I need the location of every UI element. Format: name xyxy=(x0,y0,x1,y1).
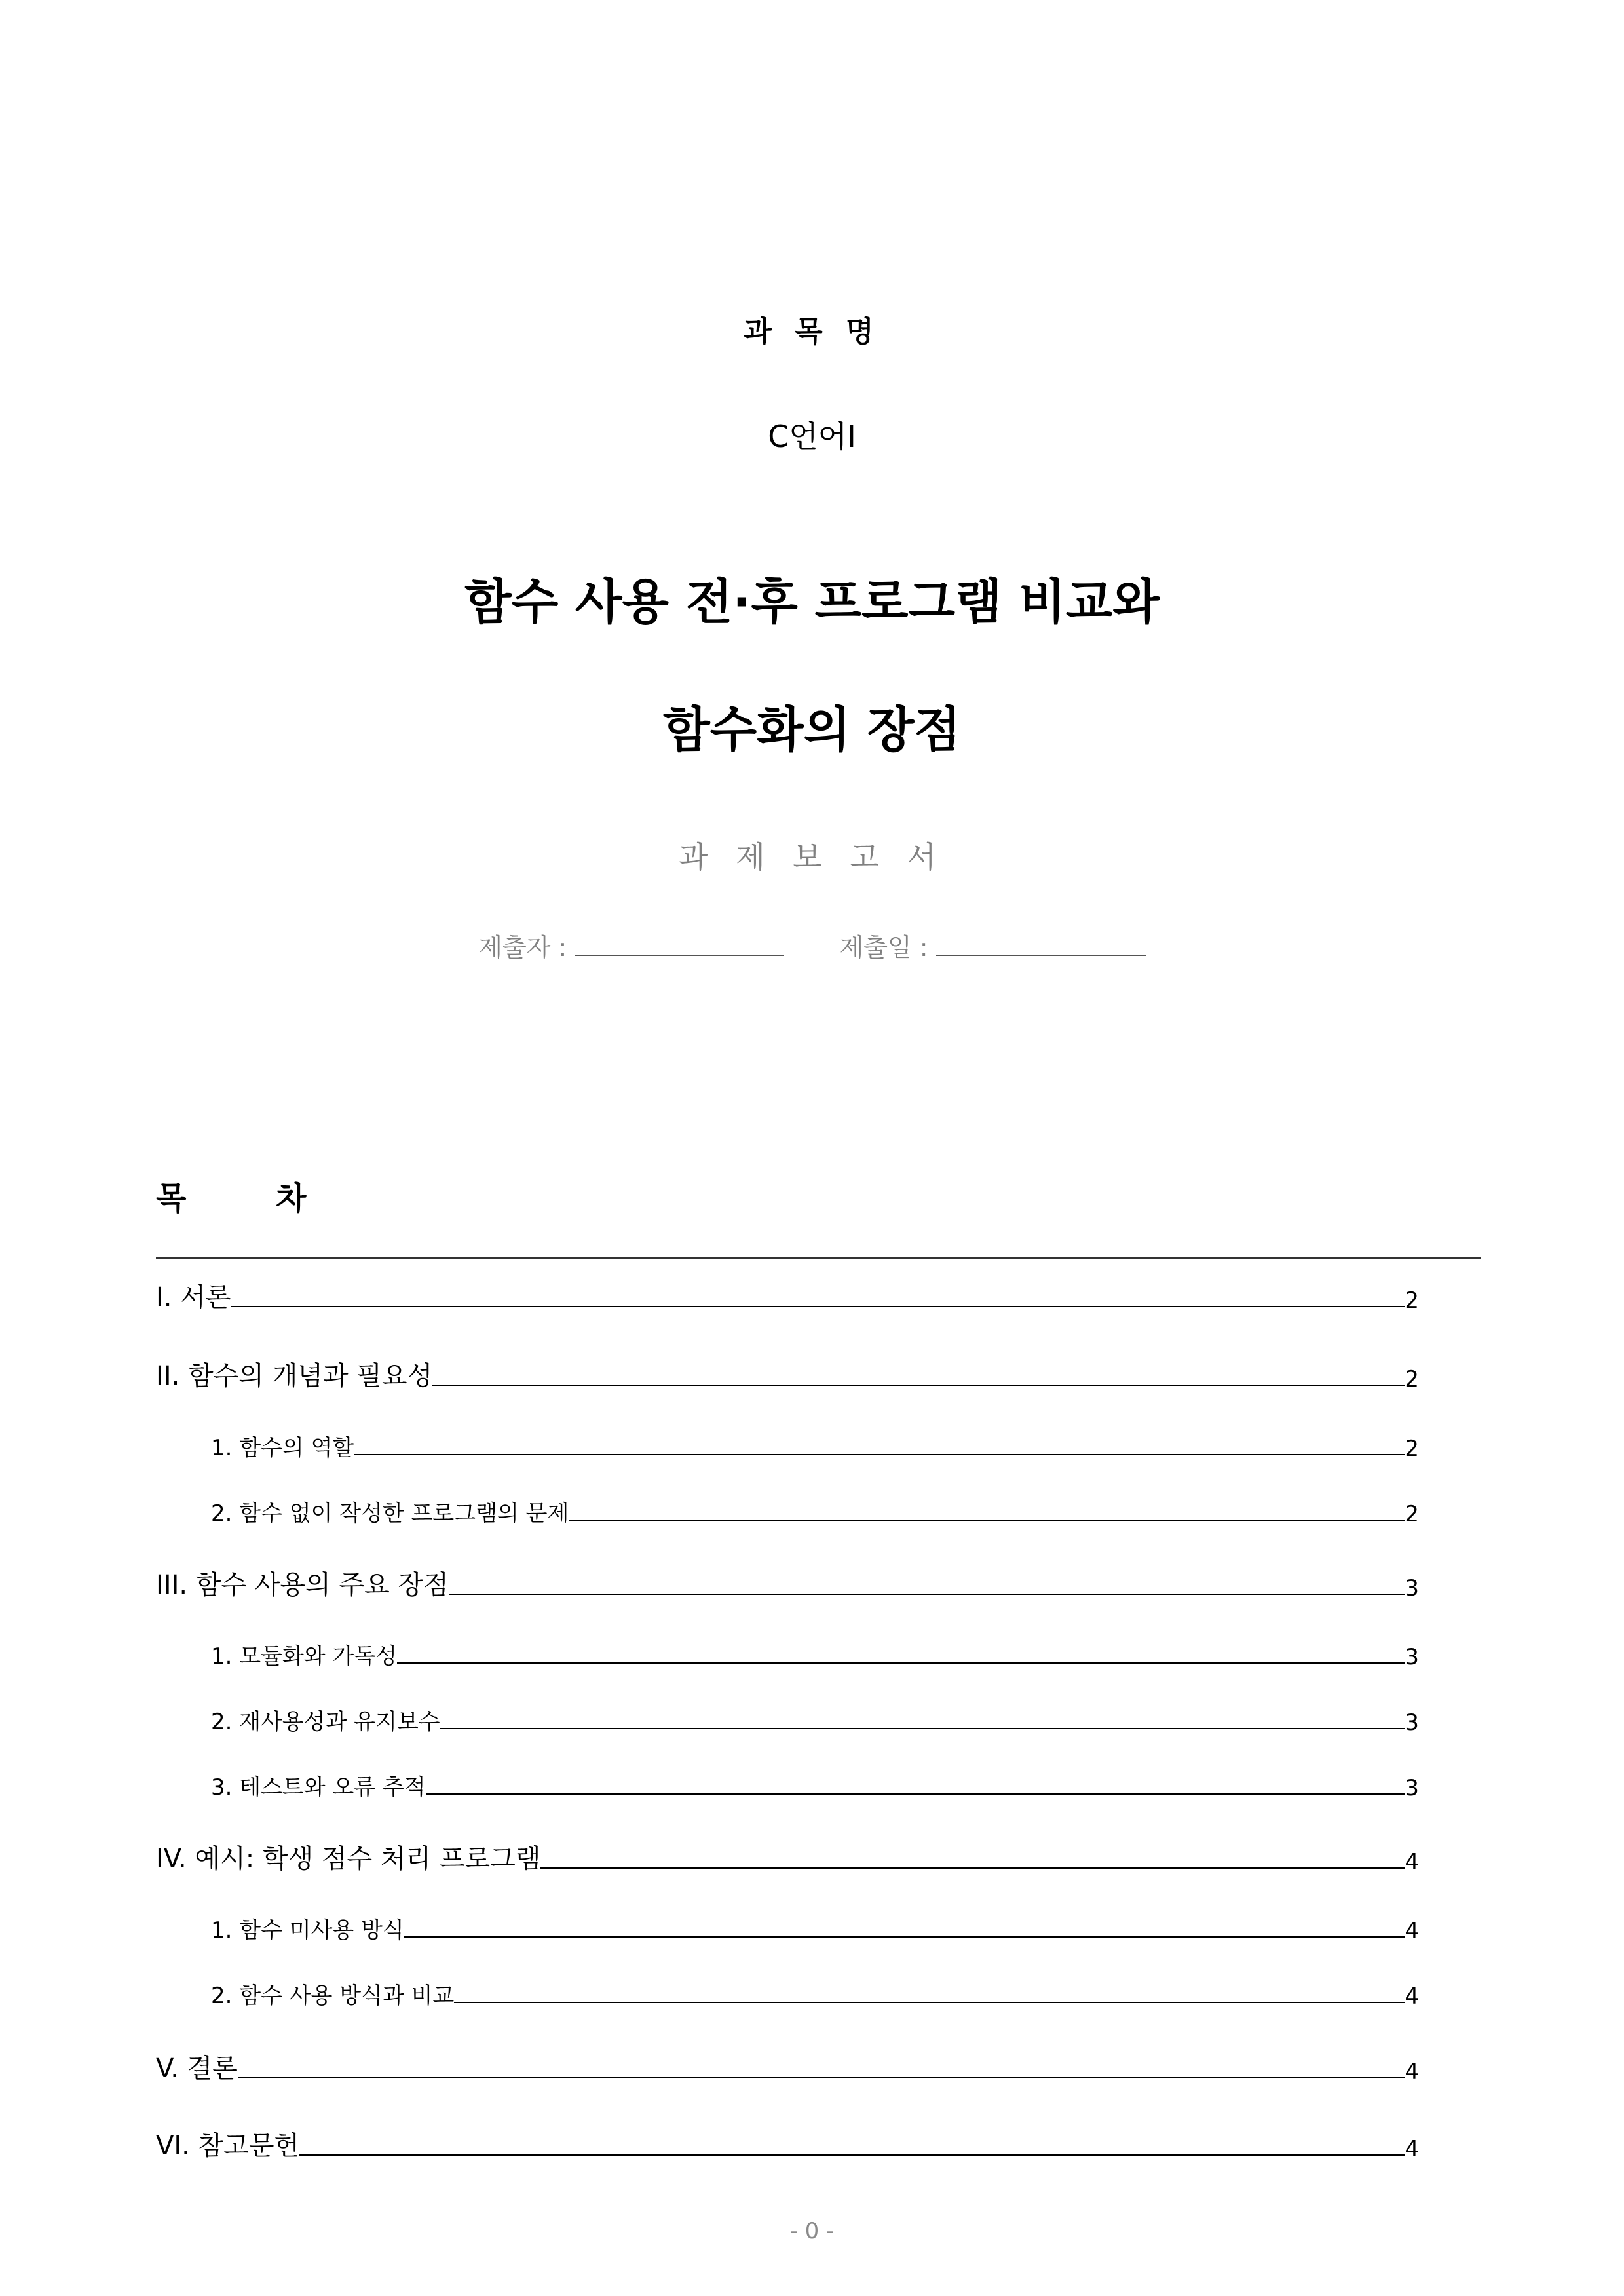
toc-leader-line xyxy=(440,1728,1405,1729)
submission-row xyxy=(0,927,1624,963)
toc-entry-label: VI. 참고문헌 xyxy=(156,2131,300,2161)
toc-leader-line xyxy=(404,1936,1405,1938)
toc-entry-page: 4 xyxy=(1405,2059,1419,2085)
toc-entry xyxy=(156,1276,1419,1314)
toc-leader-line xyxy=(354,1454,1405,1455)
toc-leader-line xyxy=(569,1520,1405,1521)
toc-leader-line xyxy=(299,2154,1405,2156)
toc-entry xyxy=(211,1430,1419,1462)
toc-entry-page: 4 xyxy=(1405,1918,1419,1944)
toc-entry-page: 3 xyxy=(1405,1775,1419,1801)
toc-entry xyxy=(156,1355,1419,1392)
report-type: 과 제 보 고 서 xyxy=(679,839,945,875)
submit-date-blank xyxy=(936,932,1146,956)
toc-heading: 목 차 xyxy=(156,1180,346,1217)
toc-entry-page: 3 xyxy=(1405,1575,1419,1601)
toc-entry-page: 4 xyxy=(1405,1849,1419,1875)
toc-leader-line xyxy=(397,1662,1405,1664)
toc-leader-line xyxy=(238,2077,1405,2078)
toc-leader-line xyxy=(432,1385,1405,1386)
toc-entry-page: 4 xyxy=(1405,2136,1419,2162)
toc-leader-line xyxy=(231,1306,1405,1307)
toc-entry-page: 3 xyxy=(1405,1710,1419,1736)
toc-leader-line xyxy=(449,1594,1405,1595)
toc-entry xyxy=(156,2048,1419,2085)
toc-leader-line xyxy=(426,1793,1405,1795)
course-label: 과 목 명 xyxy=(744,315,880,349)
toc-entry xyxy=(211,1704,1419,1736)
toc-entry-label: V. 결론 xyxy=(156,2054,238,2084)
toc-entry-label: 2. 함수 없이 작성한 프로그램의 문제 xyxy=(211,1501,569,1527)
submit-date-label: 제출일 : xyxy=(839,933,928,962)
toc-entry-label: 1. 함수의 역할 xyxy=(211,1435,354,1461)
toc-entry-label: 3. 테스트와 오류 추적 xyxy=(211,1774,426,1801)
toc-entry-label: 2. 함수 사용 방식과 비교 xyxy=(211,1983,455,2009)
toc-entry xyxy=(211,1912,1419,1944)
submitter-blank xyxy=(575,932,784,956)
toc-entry-label: III. 함수 사용의 주요 장점 xyxy=(156,1570,449,1600)
toc-entry-page: 4 xyxy=(1405,1983,1419,2010)
toc-entry xyxy=(211,1495,1419,1527)
submitter-label: 제출자 : xyxy=(478,933,567,962)
toc-entry-label: 2. 재사용성과 유지보수 xyxy=(211,1709,440,1735)
toc-entry-page: 2 xyxy=(1405,1288,1419,1314)
toc-leader-line xyxy=(454,2002,1405,2003)
toc-divider xyxy=(156,1257,1481,1259)
toc-entry xyxy=(156,1564,1419,1601)
toc-entry xyxy=(156,2125,1419,2162)
report-title-line-2: 함수화의 장점 xyxy=(663,702,961,758)
page-number: - 0 - xyxy=(789,2218,835,2244)
toc-entry-label: IV. 예시: 학생 점수 처리 프로그램 xyxy=(156,1844,541,1874)
toc-entry-page: 2 xyxy=(1405,1366,1419,1392)
toc-entry xyxy=(156,1838,1419,1875)
toc-entry xyxy=(211,1638,1419,1670)
toc-entry-page: 2 xyxy=(1405,1501,1419,1527)
toc-entry-label: 1. 모듈화와 가독성 xyxy=(211,1643,397,1670)
toc-entry xyxy=(211,1978,1419,2010)
toc-entry-page: 2 xyxy=(1405,1436,1419,1462)
toc-entry-label: II. 함수의 개념과 필요성 xyxy=(156,1361,433,1391)
toc-entry-label: I. 서론 xyxy=(156,1282,231,1312)
toc-entry-page: 3 xyxy=(1405,1644,1419,1670)
toc-leader-line xyxy=(540,1867,1405,1869)
toc-entry xyxy=(211,1769,1419,1801)
course-name: C언어I xyxy=(768,419,856,454)
report-title-line-1: 함수 사용 전·후 프로그램 비교와 xyxy=(464,574,1160,630)
toc-entry-label: 1. 함수 미사용 방식 xyxy=(211,1917,404,1943)
